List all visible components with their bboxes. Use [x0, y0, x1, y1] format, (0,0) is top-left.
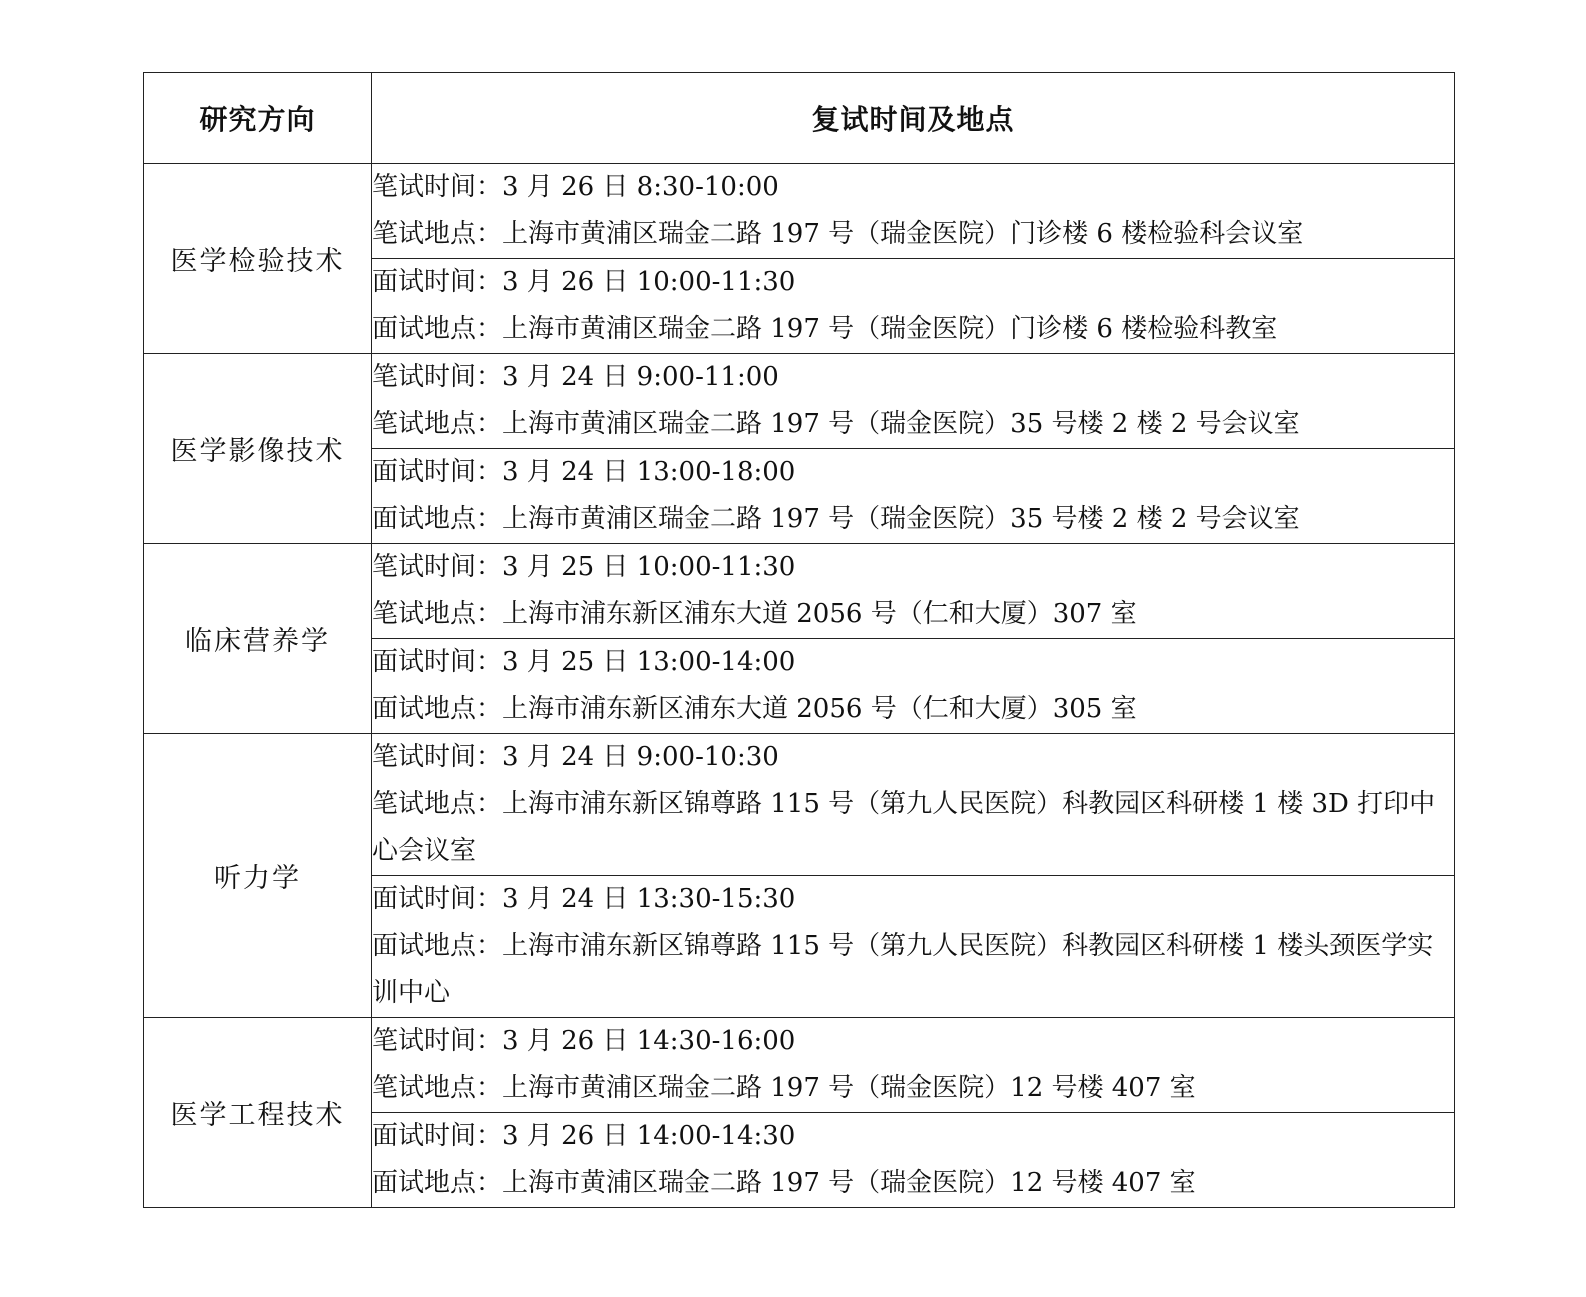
interview-place: 面试地点：上海市黄浦区瑞金二路 197 号（瑞金医院）门诊楼 6 楼检验科教室 [372, 314, 1278, 344]
retest-schedule-table [143, 72, 1455, 1208]
written-exam-row [144, 1018, 1455, 1113]
table-header-row [144, 73, 1455, 164]
interview-time: 面试时间：3 月 24 日 13:30-15:30 [372, 884, 796, 914]
interview-cell [372, 1113, 1455, 1208]
research-direction-cell: 临床营养学 [144, 544, 372, 734]
written-exam-cell [372, 734, 1455, 876]
written-exam-place: 笔试地点：上海市浦东新区锦尊路 115 号（第九人民医院）科教园区科研楼 1 楼 3D 打印中心会议室 [372, 789, 1436, 866]
written-exam-time: 笔试时间：3 月 24 日 9:00-11:00 [372, 362, 779, 392]
written-exam-cell [372, 164, 1455, 259]
interview-time: 面试时间：3 月 26 日 14:00-14:30 [372, 1121, 796, 1151]
interview-cell [372, 639, 1455, 734]
header-research-direction: 研究方向 [144, 73, 372, 164]
interview-cell [372, 449, 1455, 544]
written-exam-time: 笔试时间：3 月 24 日 9:00-10:30 [372, 742, 779, 772]
interview-time: 面试时间：3 月 25 日 13:00-14:00 [372, 647, 796, 677]
written-exam-row [144, 164, 1455, 259]
written-exam-cell [372, 1018, 1455, 1113]
direction-group [144, 354, 1455, 544]
interview-time: 面试时间：3 月 26 日 10:00-11:30 [372, 267, 796, 297]
interview-place: 面试地点：上海市浦东新区锦尊路 115 号（第九人民医院）科教园区科研楼 1 楼头颈医学实训中心 [372, 931, 1434, 1008]
written-exam-row [144, 354, 1455, 449]
research-direction-cell: 医学工程技术 [144, 1018, 372, 1208]
direction-group [144, 164, 1455, 354]
written-exam-place: 笔试地点：上海市黄浦区瑞金二路 197 号（瑞金医院）门诊楼 6 楼检验科会议室 [372, 219, 1304, 249]
written-exam-place: 笔试地点：上海市黄浦区瑞金二路 197 号（瑞金医院）35 号楼 2 楼 2 号会议室 [372, 409, 1300, 439]
research-direction-cell: 医学检验技术 [144, 164, 372, 354]
interview-cell [372, 876, 1455, 1018]
research-direction-cell: 医学影像技术 [144, 354, 372, 544]
research-direction-cell: 听力学 [144, 734, 372, 1018]
interview-cell [372, 259, 1455, 354]
header-retest-time-and-place: 复试时间及地点 [372, 73, 1455, 164]
direction-group [144, 734, 1455, 1018]
written-exam-place: 笔试地点：上海市浦东新区浦东大道 2056 号（仁和大厦）307 室 [372, 599, 1137, 629]
interview-place: 面试地点：上海市黄浦区瑞金二路 197 号（瑞金医院）35 号楼 2 楼 2 号会议室 [372, 504, 1300, 534]
written-exam-time: 笔试时间：3 月 26 日 14:30-16:00 [372, 1026, 796, 1056]
written-exam-row [144, 544, 1455, 639]
written-exam-time: 笔试时间：3 月 25 日 10:00-11:30 [372, 552, 796, 582]
written-exam-cell [372, 354, 1455, 449]
interview-time: 面试时间：3 月 24 日 13:00-18:00 [372, 457, 796, 487]
direction-group [144, 1018, 1455, 1208]
direction-group [144, 544, 1455, 734]
interview-place: 面试地点：上海市浦东新区浦东大道 2056 号（仁和大厦）305 室 [372, 694, 1137, 724]
interview-place: 面试地点：上海市黄浦区瑞金二路 197 号（瑞金医院）12 号楼 407 室 [372, 1168, 1196, 1198]
written-exam-row [144, 734, 1455, 876]
written-exam-place: 笔试地点：上海市黄浦区瑞金二路 197 号（瑞金医院）12 号楼 407 室 [372, 1073, 1196, 1103]
written-exam-cell [372, 544, 1455, 639]
written-exam-time: 笔试时间：3 月 26 日 8:30-10:00 [372, 172, 779, 202]
